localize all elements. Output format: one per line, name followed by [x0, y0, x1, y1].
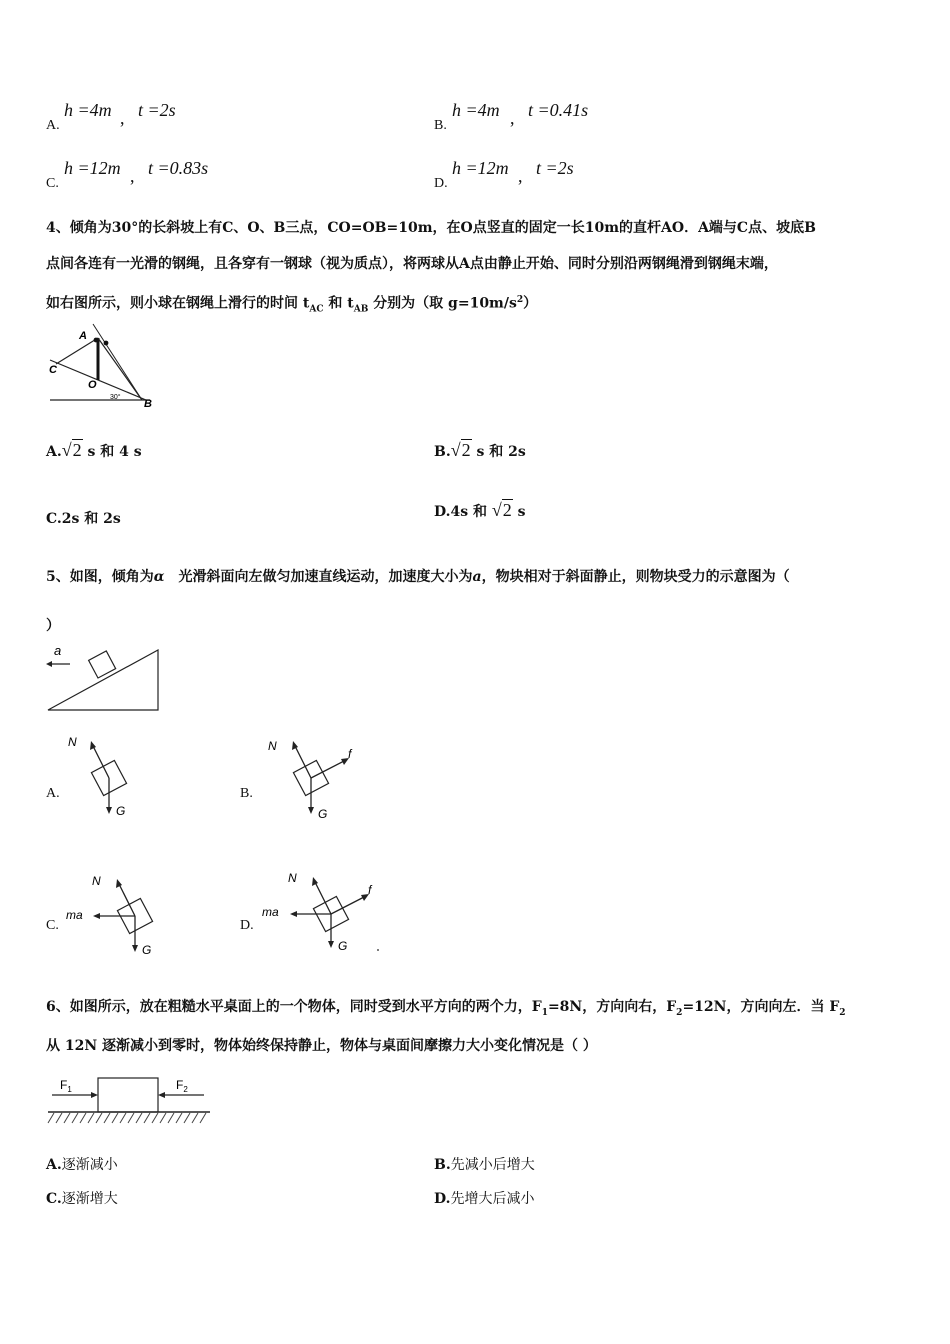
ball-1	[94, 338, 99, 343]
radicand: 2	[72, 440, 82, 460]
q5-incline-figure	[44, 640, 164, 714]
wire-ac	[56, 338, 98, 364]
option-label: B.	[434, 444, 451, 460]
option-label: A.	[46, 1157, 62, 1173]
option-text: 先增大后减小	[450, 1191, 535, 1207]
q5-option-b-diagram[interactable]	[262, 730, 362, 822]
point-c-label: C	[49, 364, 57, 376]
sqrt-symbol: √	[61, 440, 72, 460]
height-value: h =12m	[64, 158, 121, 178]
friction-label: f	[348, 747, 352, 761]
q6-option-a[interactable]	[46, 1154, 118, 1174]
accel-symbol: a	[472, 569, 482, 585]
option-text: 逐渐减小	[61, 1157, 118, 1173]
sub-ab: AB	[353, 304, 369, 315]
q5-option-d-diagram[interactable]	[260, 864, 384, 958]
sup-2: 2	[516, 295, 524, 305]
q4-line-3-post: 分别为（取 g=10m/s	[368, 295, 517, 312]
ball-2	[104, 341, 109, 346]
accel-label: a	[54, 643, 62, 658]
gravity-label: G	[338, 939, 348, 953]
f2-label: $F_2$	[176, 1078, 188, 1094]
q3-option-b[interactable]	[434, 98, 734, 138]
sqrt	[492, 499, 513, 520]
ma-arrowhead	[93, 913, 100, 919]
q5-line-1	[46, 567, 790, 587]
gravity-arrowhead	[106, 807, 112, 814]
option-text: 先减小后增大	[450, 1157, 535, 1173]
q5-option-d-label[interactable]: D.	[240, 918, 254, 933]
normal-arrowhead	[90, 741, 96, 750]
option-label: D.	[434, 1191, 451, 1207]
q4-slope-figure	[46, 320, 156, 412]
gravity-label: G	[142, 943, 152, 957]
q5-line-1-mid: 光滑斜面向左做匀加速直线运动，加速度大小为	[164, 569, 473, 585]
q6-line-1-mid2: =12N，方向向左．当 F	[682, 999, 840, 1015]
sqrt	[451, 439, 472, 460]
q6-option-c[interactable]	[46, 1188, 118, 1208]
normal-label: N	[92, 874, 101, 888]
q4-line-3	[46, 290, 537, 319]
q4-line-3-end: ）	[523, 295, 538, 312]
incline-block	[89, 651, 116, 678]
ma-arrowhead	[290, 911, 297, 917]
gravity-arrowhead	[132, 945, 138, 952]
object-block	[98, 1078, 158, 1112]
normal-arrowhead	[312, 877, 318, 886]
friction-label: f	[368, 883, 372, 897]
time-value: t =0.41s	[528, 100, 589, 120]
q3-option-c[interactable]	[46, 156, 346, 196]
height-value: h =12m	[452, 158, 509, 178]
accel-arrowhead	[46, 661, 52, 667]
option-label: A.	[46, 444, 62, 460]
sub-2: 2	[676, 1007, 683, 1018]
normal-label: N	[288, 871, 297, 885]
q5-line-2: ）	[46, 618, 60, 634]
option-label: D.	[434, 176, 448, 191]
radicand: 2	[461, 440, 471, 460]
f1-arrowhead	[91, 1092, 98, 1098]
time-value: t =2s	[536, 158, 574, 178]
sub-1: 1	[541, 1007, 548, 1018]
q3-option-d[interactable]	[434, 156, 734, 196]
q4-line-3-pre: 如右图所示，则小球在钢绳上滑行的时间 t	[46, 295, 310, 312]
q5-option-c-diagram[interactable]	[62, 866, 172, 960]
sqrt-symbol: √	[491, 500, 502, 520]
q6-line-1-mid: =8N，方向向右，F	[547, 999, 677, 1015]
option-text: D.4s 和	[434, 504, 492, 520]
q5-option-b-label[interactable]: B.	[240, 786, 253, 801]
q4-option-d[interactable]	[434, 500, 526, 521]
point-b-label: B	[144, 398, 152, 410]
ma-label: ma	[66, 908, 83, 922]
gravity-label: G	[116, 804, 126, 818]
time-value: t =2s	[138, 100, 176, 120]
stray-dot	[377, 949, 379, 951]
ma-label: ma	[262, 905, 279, 919]
time-value: t =0.83s	[148, 158, 209, 178]
sqrt	[62, 439, 83, 460]
option-text: s 和 4 s	[82, 444, 142, 460]
sub-3: 2	[839, 1007, 846, 1018]
normal-arrowhead	[116, 879, 122, 888]
point-o-label: O	[88, 379, 97, 391]
point-a-label: A	[79, 330, 87, 342]
option-label: C.	[46, 1191, 62, 1207]
q6-line-1	[46, 997, 846, 1023]
q5-option-a-label[interactable]: A.	[46, 786, 60, 801]
q4-option-b[interactable]	[434, 440, 526, 461]
gravity-label: G	[318, 807, 328, 821]
option-text: 逐渐增大	[61, 1191, 118, 1207]
q6-table-figure	[44, 1070, 214, 1128]
q4-option-a[interactable]	[46, 440, 142, 461]
q6-option-b[interactable]	[434, 1154, 535, 1174]
option-label: C.	[46, 176, 59, 191]
option-label: A.	[46, 118, 60, 133]
q5-line-1-pre: 5、如图，倾角为	[46, 569, 154, 585]
q5-option-c-label[interactable]: C.	[46, 918, 59, 933]
option-unit: s	[512, 504, 526, 520]
option-label: B.	[434, 118, 447, 133]
normal-label: N	[68, 735, 77, 749]
option-text: s 和 2s	[471, 444, 526, 460]
sqrt-symbol: √	[450, 440, 461, 460]
q3-option-a[interactable]	[46, 98, 346, 138]
q5-line-1-post: ，物块相对于斜面静止，则物块受力的示意图为（	[481, 569, 790, 585]
height-value: h =4m	[452, 100, 500, 120]
f1-label: $F_1$	[60, 1078, 72, 1094]
radicand: 2	[502, 500, 512, 520]
separator: ,	[518, 166, 523, 186]
q6-option-d[interactable]	[434, 1188, 535, 1208]
gravity-arrowhead	[328, 941, 334, 948]
q4-option-c[interactable]: C.2s 和 2s	[46, 511, 121, 527]
sub-ac: AC	[309, 304, 324, 315]
option-label: B.	[434, 1157, 451, 1173]
q4-line-2: 点间各连有一光滑的钢绳，且各穿有一钢球（视为质点），将两球从A点由静止开始、同时分别沿两钢绳滑到钢绳末端，	[46, 256, 778, 272]
table-hatching	[48, 1113, 206, 1123]
separator: ,	[510, 108, 515, 128]
alpha-symbol: α	[153, 569, 165, 585]
q4-line-1: 4、倾角为30°的长斜坡上有C、O、B三点，CO=OB=10m，在O点竖直的固定一长10m的直杆AO．A端与C点、坡底B	[46, 220, 816, 236]
separator: ,	[120, 108, 125, 128]
angle-label: 30°	[110, 394, 121, 401]
f2-arrowhead	[158, 1092, 165, 1098]
normal-arrowhead	[292, 741, 298, 750]
normal-label: N	[268, 739, 277, 753]
q5-option-a-diagram[interactable]	[60, 730, 150, 822]
height-value: h =4m	[64, 100, 112, 120]
wire-ab	[98, 338, 142, 400]
q4-line-3-mid: 和 t	[323, 295, 354, 312]
q6-line-2: 从 12N 逐渐减小到零时，物体始终保持静止，物体与桌面间摩擦力大小变化情况是（ ）	[46, 1038, 597, 1054]
separator: ,	[130, 166, 135, 186]
q6-line-1-pre: 6、如图所示，放在粗糙水平桌面上的一个物体，同时受到水平方向的两个力，F	[46, 999, 542, 1015]
gravity-arrowhead	[308, 807, 314, 814]
